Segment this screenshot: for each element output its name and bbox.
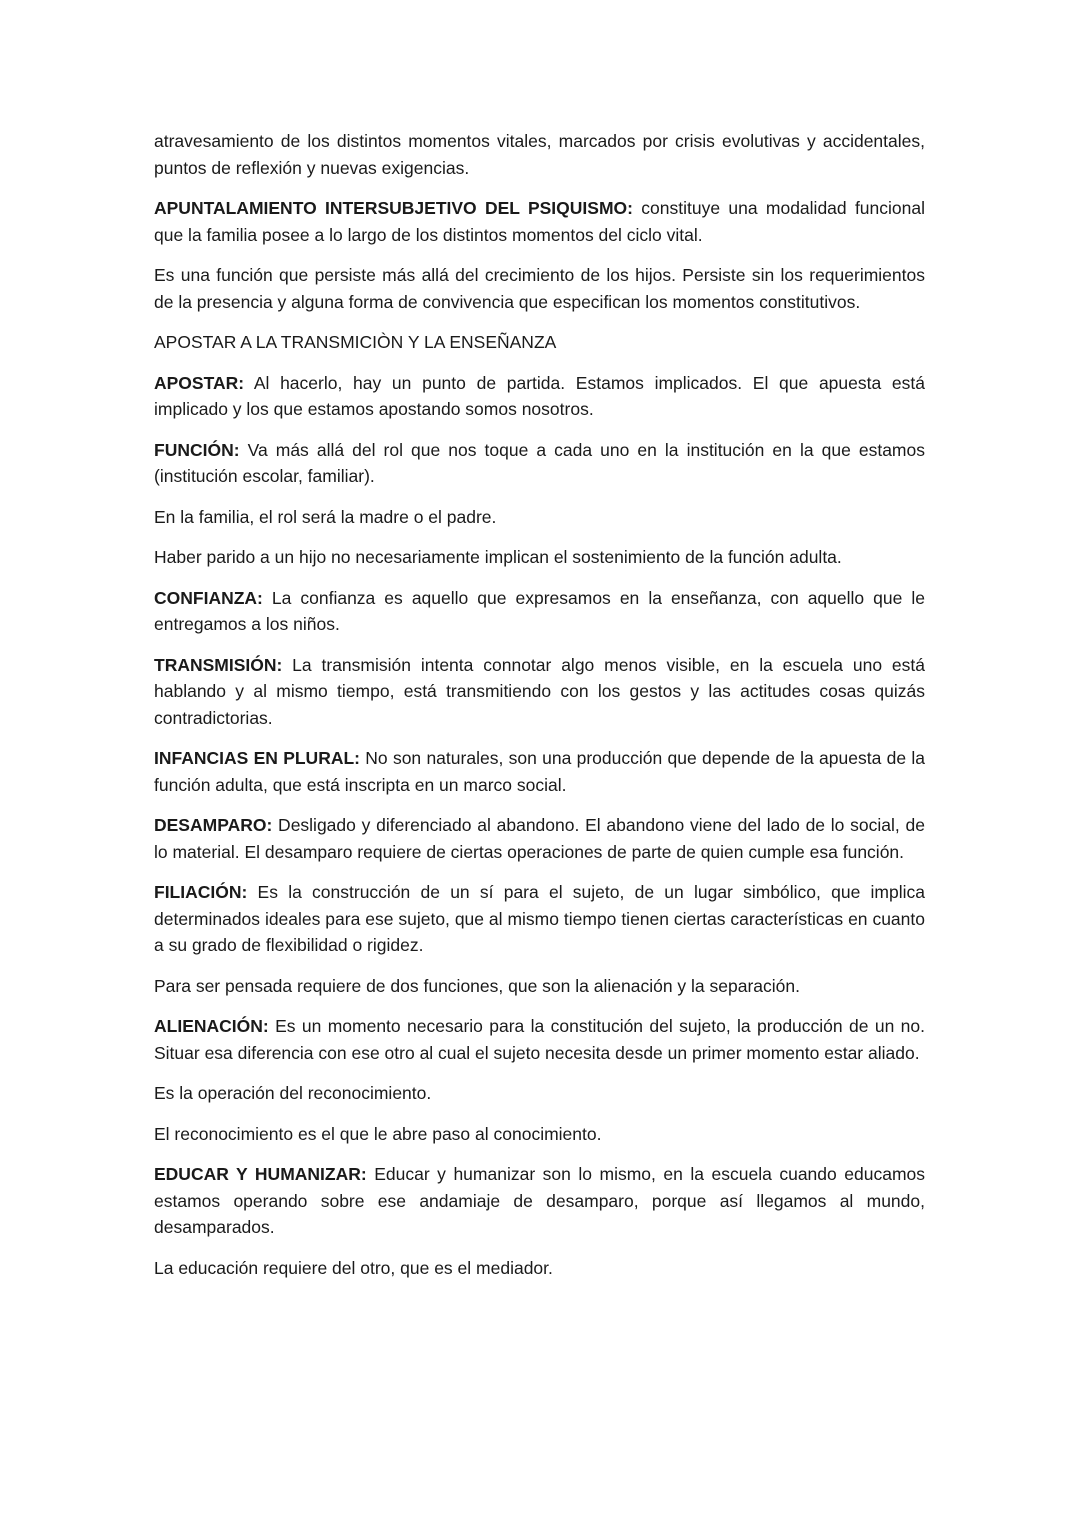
paragraph-text: Es un momento necesario para la constitución del sujeto, la producción de un no. Situar esa diferencia con ese otro al cual el sujeto necesita desde un primer momento estar aliado. [154, 1016, 925, 1063]
section-heading [154, 329, 925, 356]
paragraph-mediador [154, 1255, 925, 1282]
paragraph-text: No son naturales, son una producción que depende de la apuesta de la función adulta, que está inscripta en un marco social. [154, 748, 925, 795]
paragraph-term: APUNTALAMIENTO INTERSUBJETIVO DEL PSIQUISMO: [154, 198, 633, 218]
paragraph-infancias [154, 745, 925, 798]
paragraph-intro [154, 128, 925, 181]
paragraph-term: APOSTAR: [154, 372, 245, 393]
paragraph-text: La educación requiere del otro, que es el mediador. [154, 1257, 553, 1278]
paragraph-alienacion [154, 1013, 925, 1066]
paragraph-operacion [154, 1080, 925, 1107]
paragraph-reconocimiento [154, 1121, 925, 1148]
paragraph-text: atravesamiento de los distintos momentos vitales, marcados por crisis evolutivas y accidentales, puntos de reflexión y nuevas exigencias. [154, 131, 925, 178]
paragraph-familia-rol [154, 504, 925, 531]
paragraph-term: FILIACIÓN: [154, 882, 248, 902]
paragraph-haber-parido [154, 544, 925, 571]
paragraph-term: ALIENACIÓN: [154, 1016, 269, 1036]
paragraph-term: EDUCAR Y HUMANIZAR: [154, 1164, 367, 1184]
paragraph-educar [154, 1161, 925, 1241]
paragraph-text: En la familia, el rol será la madre o el padre. [154, 506, 497, 527]
paragraph-confianza [154, 585, 925, 638]
paragraph-filiacion [154, 879, 925, 959]
paragraph-term: CONFIANZA: [154, 587, 263, 608]
paragraph-funcion-persiste [154, 262, 925, 315]
paragraph-text: La transmisión intenta connotar algo menos visible, en la escuela uno está hablando y al mismo tiempo, está transmitiendo con los gestos y las actitudes cosas quizás contradictorias. [154, 654, 925, 728]
paragraph-text: Para ser pensada requiere de dos funciones, que son la alienación y la separación. [154, 975, 800, 996]
paragraph-funcion [154, 437, 925, 490]
paragraph-text: constituye una modalidad funcional que la familia posee a lo largo de los distintos momentos del ciclo vital. [154, 198, 925, 245]
heading-text: APOSTAR A LA TRANSMICIÒN Y LA ENSEÑANZA [154, 332, 557, 352]
paragraph-text: Desligado y diferenciado al abandono. El abandono viene del lado de lo social, de lo material. El desamparo requiere de ciertas operaciones de parte de quien cumple esa función. [154, 815, 925, 862]
paragraph-text: Educar y humanizar son lo mismo, en la escuela cuando educamos estamos operando sobre ese andamiaje de desamparo, porque así llegamos al mundo, desamparados. [154, 1164, 926, 1237]
paragraph-text: El reconocimiento es el que le abre paso al conocimiento. [154, 1123, 602, 1144]
paragraph-term: TRANSMISIÓN: [154, 654, 283, 675]
paragraph-text: Es la operación del reconocimiento. [154, 1083, 432, 1103]
paragraph-text: Al hacerlo, hay un punto de partida. Estamos implicados. El que apuesta está implicado y los que estamos apostando somos nosotros. [154, 372, 925, 419]
paragraph-transmision [154, 652, 925, 732]
paragraph-text: Es una función que persiste más allá del crecimiento de los hijos. Persiste sin los requerimientos de la presencia y alguna forma de convivencia que especifican los momentos constitutivos. [154, 265, 925, 312]
paragraph-term: DESAMPARO: [154, 815, 273, 835]
paragraph-term: INFANCIAS EN PLURAL: [154, 748, 360, 768]
paragraph-apostar [154, 370, 925, 423]
document-page [154, 128, 925, 1295]
paragraph-text: Haber parido a un hijo no necesariamente implican el sostenimiento de la función adulta. [154, 547, 842, 567]
paragraph-text: La confianza es aquello que expresamos en la enseñanza, con aquello que le entregamos a los niños. [154, 587, 925, 634]
paragraph-text: Va más allá del rol que nos toque a cada uno en la institución en la que estamos (institución escolar, familiar). [154, 439, 925, 486]
paragraph-dos-funciones [154, 973, 925, 1000]
paragraph-text: Es la construcción de un sí para el sujeto, de un lugar simbólico, que implica determinados ideales para ese sujeto, que al mismo tiempo tienen ciertas características en cuanto a su grado de flexibilidad o rigidez. [154, 882, 925, 955]
paragraph-desamparo [154, 812, 925, 865]
paragraph-apuntalamiento [154, 195, 925, 248]
paragraph-term: FUNCIÓN: [154, 439, 240, 460]
